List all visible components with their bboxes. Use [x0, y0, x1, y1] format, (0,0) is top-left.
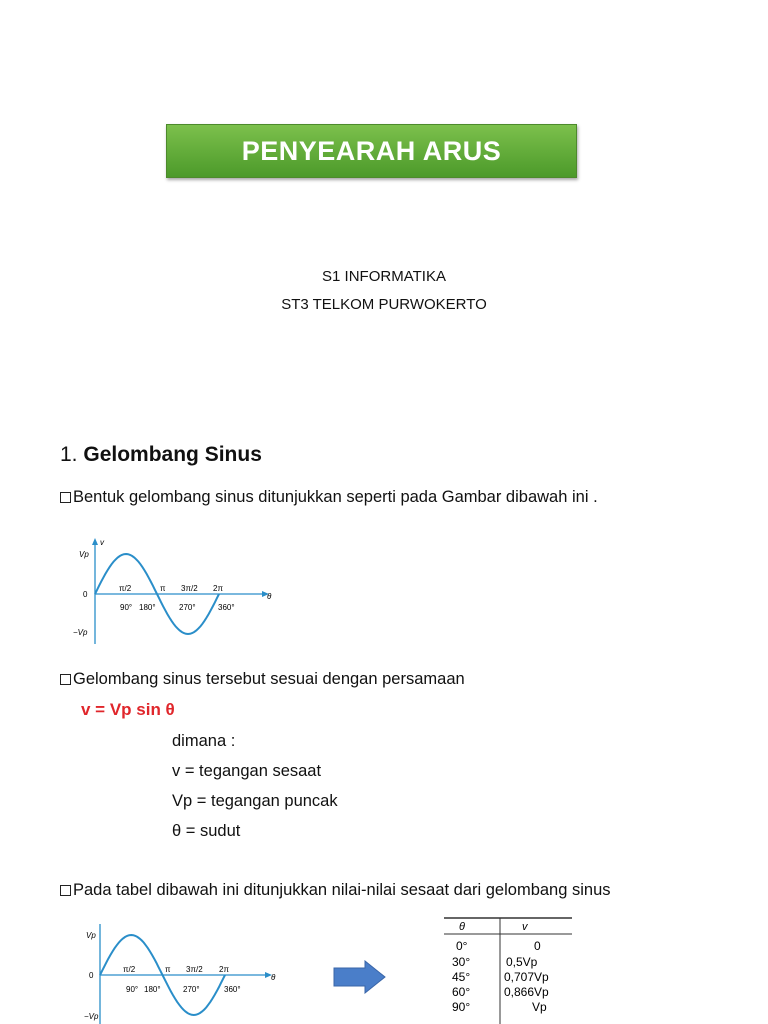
- table-cell: 0: [534, 939, 541, 953]
- tick-label-bottom: 270°: [179, 603, 196, 612]
- table-header: θ: [459, 921, 465, 933]
- tick-label-top: 2π: [213, 584, 223, 593]
- checkbox-bullet-icon: [60, 885, 71, 896]
- bullet-item: [60, 881, 611, 900]
- tick-label-bottom: 90°: [126, 985, 139, 994]
- bullet-item: [60, 488, 598, 507]
- page-title: PENYEARAH ARUS: [241, 135, 502, 166]
- bullet-item: [60, 670, 465, 689]
- tick-label-bottom: 180°: [139, 603, 156, 612]
- y-axis-arrow-icon: [92, 538, 98, 545]
- sine-wave-figure: [70, 536, 280, 648]
- y-label-neg-vp: −Vp: [84, 1012, 99, 1021]
- section-title: Gelombang Sinus: [83, 443, 262, 466]
- table-row: [452, 970, 549, 984]
- bullet-text: Pada tabel dibawah ini ditunjukkan nilai-nilai sesaat dari gelombang sinus: [73, 881, 611, 899]
- subtitle-line-1: S1 INFORMATIKA: [322, 268, 446, 285]
- formula: v = Vp sin θ: [81, 700, 175, 719]
- tick-label-top: 3π/2: [186, 965, 203, 974]
- title-banner: [166, 124, 577, 178]
- y-label-vp: Vp: [86, 931, 96, 940]
- table-cell: 90°: [452, 1000, 471, 1014]
- y-label-neg-vp: −Vp: [73, 628, 88, 637]
- table-cell: 30°: [452, 955, 471, 969]
- section-number: 1.: [60, 443, 78, 466]
- tick-label-bottom: 270°: [183, 985, 200, 994]
- x-axis-label: θ: [267, 592, 272, 601]
- tick-label-bottom: 90°: [120, 603, 133, 612]
- x-axis-label: θ: [271, 973, 276, 982]
- bullet-text: Gelombang sinus tersebut sesuai dengan persamaan: [73, 670, 465, 688]
- table-cell: 45°: [452, 970, 471, 984]
- tick-label-top: 3π/2: [181, 584, 198, 593]
- checkbox-bullet-icon: [60, 674, 71, 685]
- tick-label-top: π/2: [123, 965, 136, 974]
- section-heading: [60, 443, 262, 467]
- y-label-zero: 0: [89, 971, 94, 980]
- definition-line: Vp = tegangan puncak: [172, 792, 338, 810]
- values-table: [444, 916, 572, 1024]
- y-axis-label: v: [100, 538, 104, 547]
- tick-label-top: 2π: [219, 965, 229, 974]
- tick-label-bottom: 360°: [224, 985, 241, 994]
- table-cell: Vp: [532, 1000, 547, 1014]
- checkbox-bullet-icon: [60, 492, 71, 503]
- tick-label-bottom: 360°: [218, 603, 235, 612]
- subtitle-line-2: ST3 TELKOM PURWOKERTO: [281, 296, 487, 313]
- table-row: [452, 985, 549, 999]
- table-cell: 0,5Vp: [506, 955, 538, 969]
- sine-wave-figure-2: [82, 920, 292, 1024]
- bullet-text: Bentuk gelombang sinus ditunjukkan seperti pada Gambar dibawah ini .: [73, 488, 598, 506]
- tick-label-top: π: [160, 584, 166, 593]
- table-row: [452, 955, 538, 969]
- table-cell: 60°: [452, 985, 471, 999]
- right-arrow-icon: [333, 960, 387, 994]
- table-header: v: [522, 921, 528, 933]
- definition-line: θ = sudut: [172, 822, 241, 840]
- y-label-vp: Vp: [79, 550, 89, 559]
- tick-label-top: π: [165, 965, 171, 974]
- definition-line: v = tegangan sesaat: [172, 762, 322, 780]
- table-cell: 0°: [456, 939, 468, 953]
- table-row: [456, 939, 541, 953]
- table-cell: 0,866Vp: [504, 985, 549, 999]
- y-label-zero: 0: [83, 590, 88, 599]
- definition-heading: dimana :: [172, 732, 236, 750]
- table-cell: 0,707Vp: [504, 970, 549, 984]
- tick-label-bottom: 180°: [144, 985, 161, 994]
- tick-label-top: π/2: [119, 584, 132, 593]
